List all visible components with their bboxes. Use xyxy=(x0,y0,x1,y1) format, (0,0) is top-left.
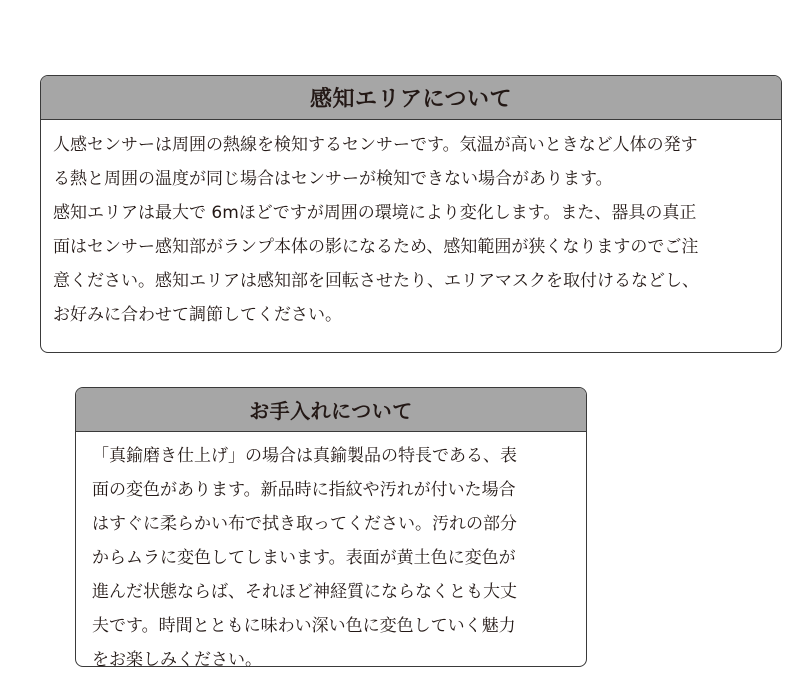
sensor-area-panel xyxy=(40,75,782,353)
text-line: 「真鍮磨き仕上げ」の場合は真鍮製品の特長である、表 xyxy=(92,446,517,466)
text-line: 面はセンサー感知部がランプ本体の影になるため、感知範囲が狭くなりますのでご注 xyxy=(53,237,699,257)
text-line: からムラに変色してしまいます。表面が黄土色に変色が xyxy=(92,548,516,568)
text-line: 意ください。感知エリアは感知部を回転させたり、エリアマスクを取付けるなどし、 xyxy=(53,271,699,291)
text-line: 面の変色があります。新品時に指紋や汚れが付いた場合 xyxy=(92,480,516,500)
text-line: 人感センサーは周囲の熱線を検知するセンサーです。気温が高いときなど人体の発す xyxy=(53,135,698,155)
sensor-area-heading: 感知エリアについて xyxy=(41,76,781,120)
text-line: る熱と周囲の温度が同じ場合はセンサーが検知できない場合があります。 xyxy=(53,169,613,189)
text-line: お好みに合わせて調節してください。 xyxy=(53,305,342,325)
text-line: 感知エリアは最大で 6mほどですが周囲の環境により変化します。また、器具の真正 xyxy=(53,203,697,223)
care-heading: お手入れについて xyxy=(76,388,586,432)
text-line: 夫です。時間とともに味わい深い色に変色していく魅力 xyxy=(92,616,516,636)
text-line: をお楽しみください。 xyxy=(92,650,262,667)
care-text xyxy=(76,432,586,667)
care-panel xyxy=(75,387,587,667)
text-line: 進んだ状態ならば、それほど神経質にならなくとも大丈 xyxy=(92,582,517,602)
text-line: はすぐに柔らかい布で拭き取ってください。汚れの部分 xyxy=(92,514,517,534)
sensor-area-text xyxy=(41,120,781,332)
